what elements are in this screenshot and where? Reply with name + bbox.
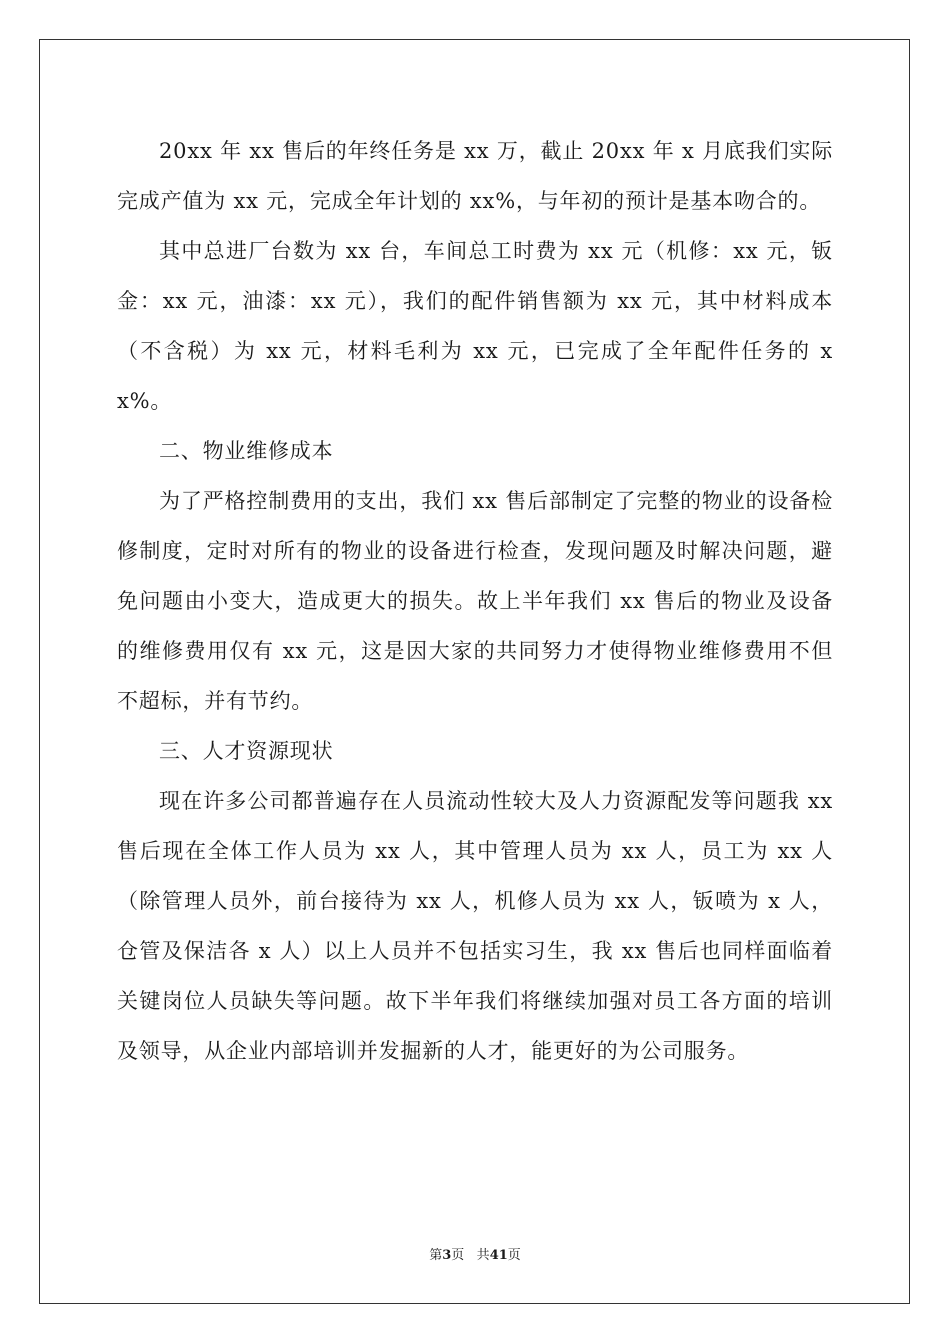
footer-total-prefix: 共 xyxy=(476,1248,490,1263)
footer-page-number: 3 xyxy=(442,1248,452,1263)
paragraph-production-summary: 20xx 年 xx 售后的年终任务是 xx 万，截止 20xx 年 x 月底我们实际完成产值为 xx 元，完成全年计划的 xx%，与年初的预计是基本吻合的。 xyxy=(117,139,833,213)
page-footer xyxy=(0,1247,950,1265)
paragraph-property-maintenance: 为了严格控制费用的支出，我们 xx 售后部制定了完整的物业的设备检修制度，定时对所有的物业的设备进行检查，发现问题及时解决问题，避免问题由小变大，造成更大的损失。故上半年我们 xx 售后的物业及设备的维修费用仅有 xx 元，这是因大家的共同努力才使得物业维修费用不但不超标，并有节约。 xyxy=(117,489,833,713)
footer-total-suffix: 页 xyxy=(507,1248,521,1263)
paragraph-human-resources: 现在许多公司都普遍存在人员流动性较大及人力资源配发等问题我 xx 售后现在全体工作人员为 xx 人，其中管理人员为 xx 人，员工为 xx 人（除管理人员外，前台接待为 xx 人，机修人员为 xx 人，钣喷为 x 人，仓管及保洁各 x 人）以上人员并不包括实习生，我 xx 售后也同样面临着关键岗位人员缺失等问题。故下半年我们将继续加强对员工各方面的培训及领导，从企业内部培训并发掘新的人才，能更好的为公司服务。 xyxy=(117,789,833,1063)
footer-page-suffix: 页 xyxy=(451,1248,465,1263)
paragraph-workshop-stats: 其中总进厂台数为 xx 台，车间总工时费为 xx 元（机修：xx 元，钣金：xx 元，油漆：xx 元），我们的配件销售额为 xx 元，其中材料成本（不含税）为 xx 元，材料毛利为 xx 元，已完成了全年配件任务的 xx%。 xyxy=(117,239,833,413)
footer-page-prefix: 第 xyxy=(429,1248,443,1263)
section-heading-property-maintenance: 二、物业维修成本 xyxy=(159,439,334,463)
document-body xyxy=(117,126,833,1076)
footer-total-pages: 41 xyxy=(489,1248,508,1263)
section-heading-human-resources: 三、人才资源现状 xyxy=(159,739,334,763)
